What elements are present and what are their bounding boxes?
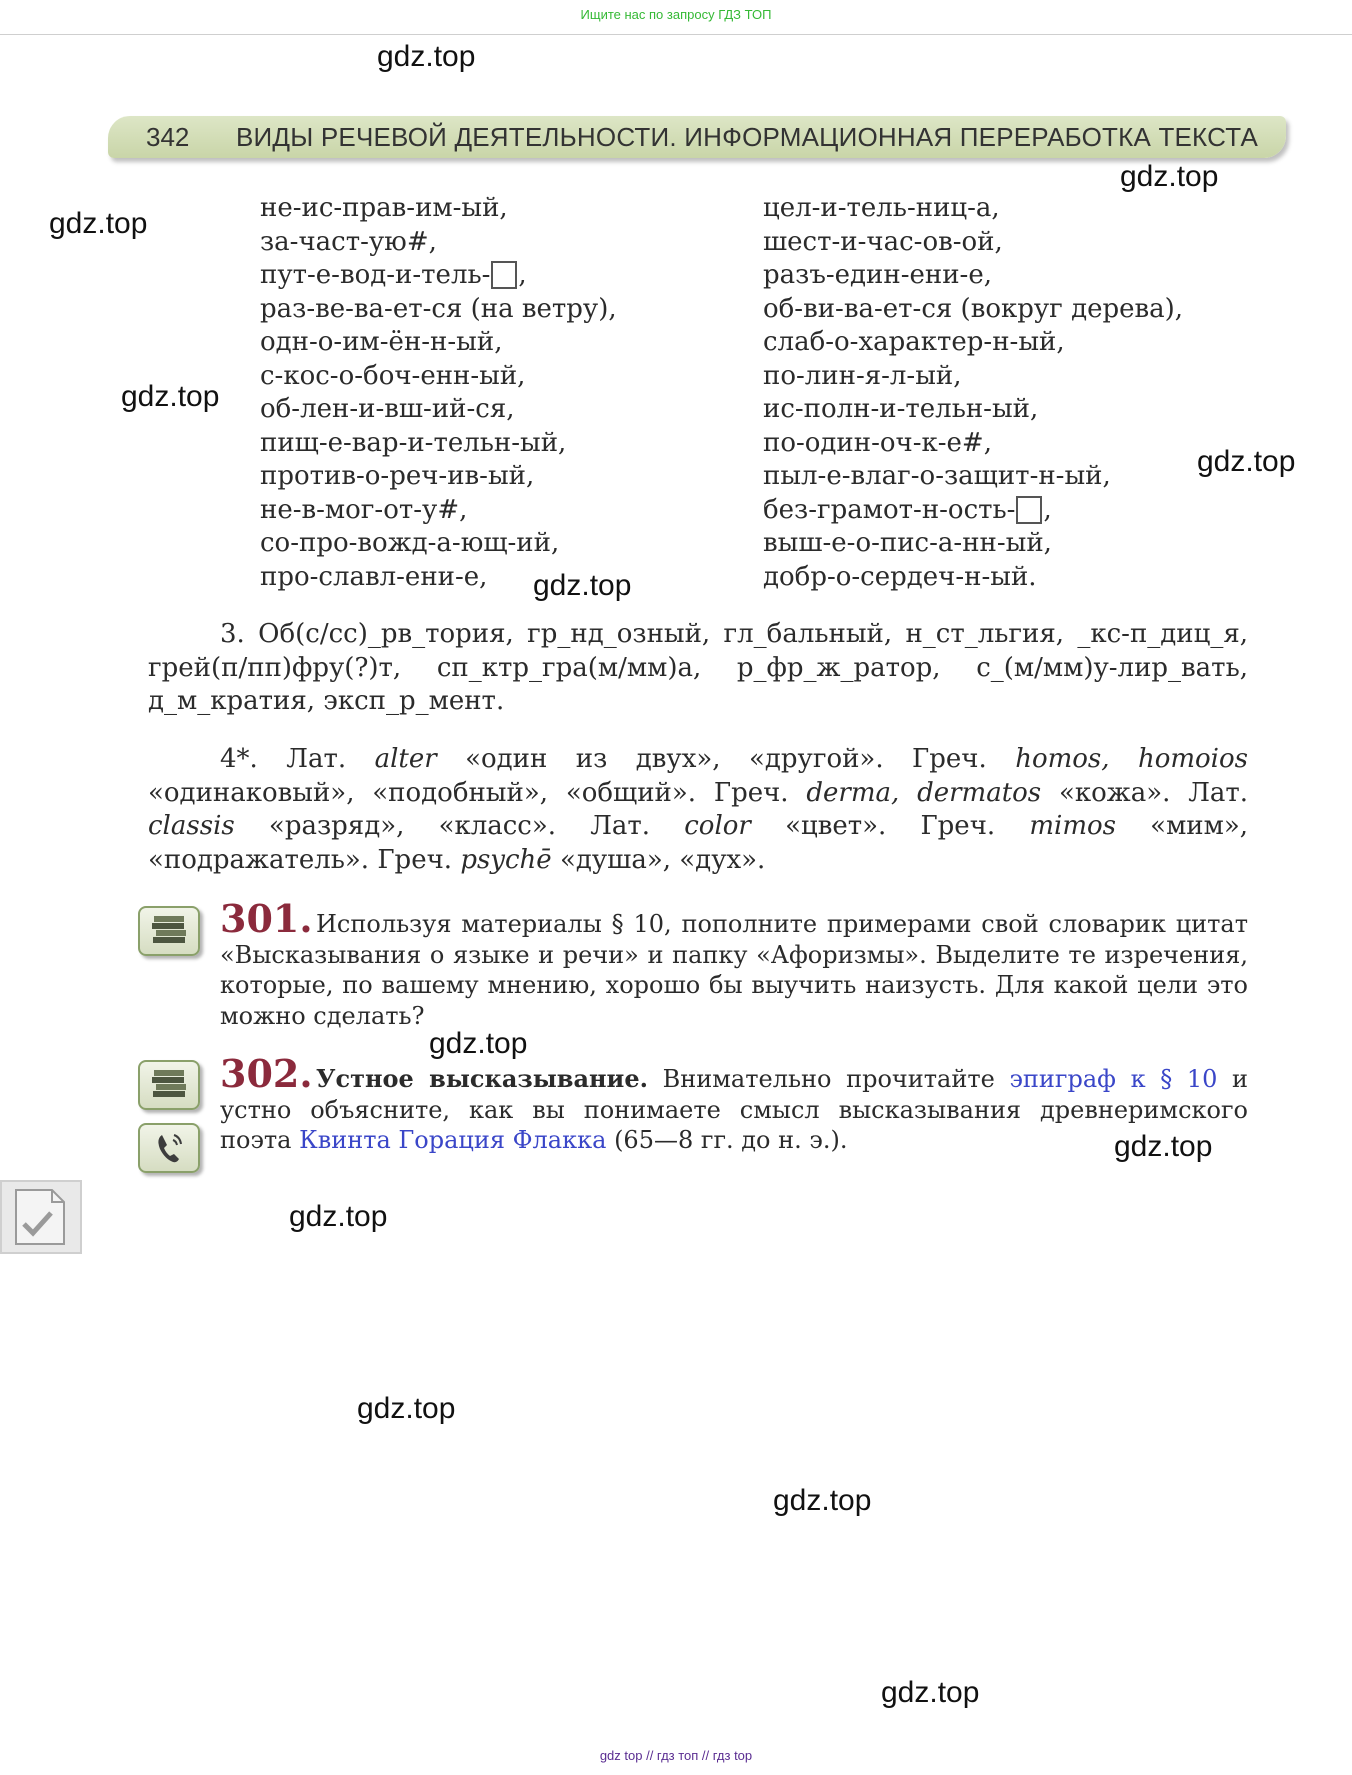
word-list-left [260, 192, 617, 594]
word-text: пут-е-вод-и-тель- [260, 260, 491, 290]
text-run: «разряд», «класс». Лат. [268, 811, 651, 841]
word-item: об-лен-и-вш-ий-ся, [260, 394, 515, 424]
watermark: gdz.top [377, 40, 476, 73]
word-item [260, 259, 617, 293]
watermark: gdz.top [121, 380, 220, 413]
watermark: gdz.top [881, 1676, 980, 1709]
word-item: слаб-о-характер-н-ый, [763, 327, 1065, 357]
word-item: добр-о-сердеч-н-ый. [763, 561, 1037, 592]
exercise-302-text [220, 1064, 1248, 1156]
word-item: шест-и-час-ов-ой, [763, 226, 1003, 257]
word-item: против-о-реч-ив-ый, [260, 461, 535, 491]
word-item: по-один-оч-к-е#, [763, 427, 992, 458]
word-item: по-лин-я-л-ый, [763, 360, 962, 391]
top-banner: Ищите нас по запросу ГДЗ ТОП [0, 0, 1352, 35]
word-item: пыл-е-влаг-о-защит-н-ый, [763, 461, 1111, 491]
watermark: gdz.top [49, 207, 148, 240]
task-type-label: Устное высказывание. [316, 1064, 648, 1093]
exercise-301-text: Используя материалы § 10, пополните примерами свой словарик цитат «Высказывания о языке и речи» и папку «Афоризмы». Выделите те изречения, которые, по вашему мнению, хорошо бы выучить наизусть. Для какой цели это можно сделать? [220, 910, 1248, 1030]
watermark: gdz.top [289, 1200, 388, 1233]
watermark: gdz.top [429, 1027, 528, 1060]
foreign-word: derma, dermatos [806, 777, 1042, 808]
word-item: не-в-мог-от-у#, [260, 494, 468, 525]
exercise-number: 301. [220, 896, 313, 941]
text-run: Внимательно прочитайте [662, 1065, 995, 1093]
comma: , [1043, 494, 1052, 525]
answer-item-4 [148, 743, 1248, 877]
watermark: gdz.top [1120, 160, 1219, 193]
books-icon [138, 1060, 200, 1110]
check-document-icon[interactable] [0, 1180, 82, 1254]
books-icon [138, 906, 200, 956]
watermark: gdz.top [1197, 445, 1296, 478]
watermark: gdz.top [357, 1392, 456, 1425]
text-run: «душа», «дух». [559, 844, 766, 875]
word-item: за-част-ую#, [260, 226, 437, 257]
word-item: не-ис-прав-им-ый, [260, 193, 508, 223]
word-item: раз-ве-ва-ет-ся (на ветру), [260, 293, 617, 324]
word-item: цел-и-тель-ниц-а, [763, 193, 1000, 223]
word-item: выш-е-о-пис-а-нн-ый, [763, 528, 1052, 558]
watermark: gdz.top [1114, 1130, 1213, 1163]
page-header [108, 116, 1286, 158]
foreign-word: alter [374, 744, 437, 774]
word-item: с-кос-о-боч-енн-ый, [260, 360, 526, 391]
word-text: без-грамот-н-ость- [763, 494, 1016, 525]
page-number: 342 [146, 122, 190, 152]
empty-ending-box [491, 261, 517, 289]
epigraph-link[interactable]: эпиграф к § 10 [1009, 1065, 1218, 1093]
text-run: «один из двух», «другой». Греч. [465, 744, 987, 774]
author-link[interactable]: Квинта Горация Флакка [299, 1126, 607, 1154]
comma: , [518, 260, 527, 290]
word-item: об-ви-ва-ет-ся (вокруг дерева), [763, 293, 1184, 324]
foreign-word: classis [148, 811, 235, 841]
phone-icon [138, 1123, 200, 1173]
foreign-word: homos, homoios [1015, 744, 1248, 774]
word-item: про-славл-ени-е, [260, 561, 488, 592]
word-item [763, 494, 1183, 528]
text-run: «кожа». Лат. [1058, 777, 1249, 808]
text-run: (65—8 гг. до н. э.). [614, 1126, 848, 1154]
answer-item-3: 3. Об(с/сс)_рв_тория, гр_нд_озный, гл_бальный, н_ст_льгия, _кс-п_диц_я, грей(п/пп)фру(?)т, сп_ктр_гра(м/мм)а, р_фр_ж_ратор, с_(м/мм)у-лир_вать, д_м_кратия, эксп_р_мент. [148, 619, 1248, 716]
foreign-word: psychē [460, 844, 552, 875]
word-item: со-про-вожд-а-ющ-ий, [260, 528, 560, 558]
foreign-word: color [684, 811, 751, 841]
word-item: пищ-е-вар-и-тельн-ый, [260, 427, 567, 458]
text-run: «цвет». Греч. [785, 811, 996, 841]
exercise-number: 302. [220, 1051, 313, 1096]
word-item: одн-о-им-ён-н-ый, [260, 327, 503, 357]
word-item: ис-полн-и-тельн-ый, [763, 394, 1039, 424]
word-list-right [763, 192, 1183, 594]
footer-links[interactable]: gdz top // гдз топ // гдз top [599, 1748, 753, 1763]
text-run: и устно объясните, как вы понимаете смысл высказывания древнеримского поэта [220, 1065, 1249, 1154]
text-run: «одинаковый», «подобный», «общий». Греч. [148, 777, 789, 808]
text-run: 4*. Лат. [220, 744, 347, 774]
word-item: разъ-един-ени-е, [763, 260, 992, 290]
empty-ending-box [1016, 496, 1042, 524]
watermark: gdz.top [533, 569, 632, 602]
watermark: gdz.top [773, 1484, 872, 1517]
page-title: ВИДЫ РЕЧЕВОЙ ДЕЯТЕЛЬНОСТИ. ИНФОРМАЦИОННАЯ ПЕРЕРАБОТКА ТЕКСТА [236, 122, 1258, 152]
foreign-word: mimos [1029, 811, 1116, 841]
text-run: «мим», «подражатель». Греч. [148, 811, 1249, 875]
